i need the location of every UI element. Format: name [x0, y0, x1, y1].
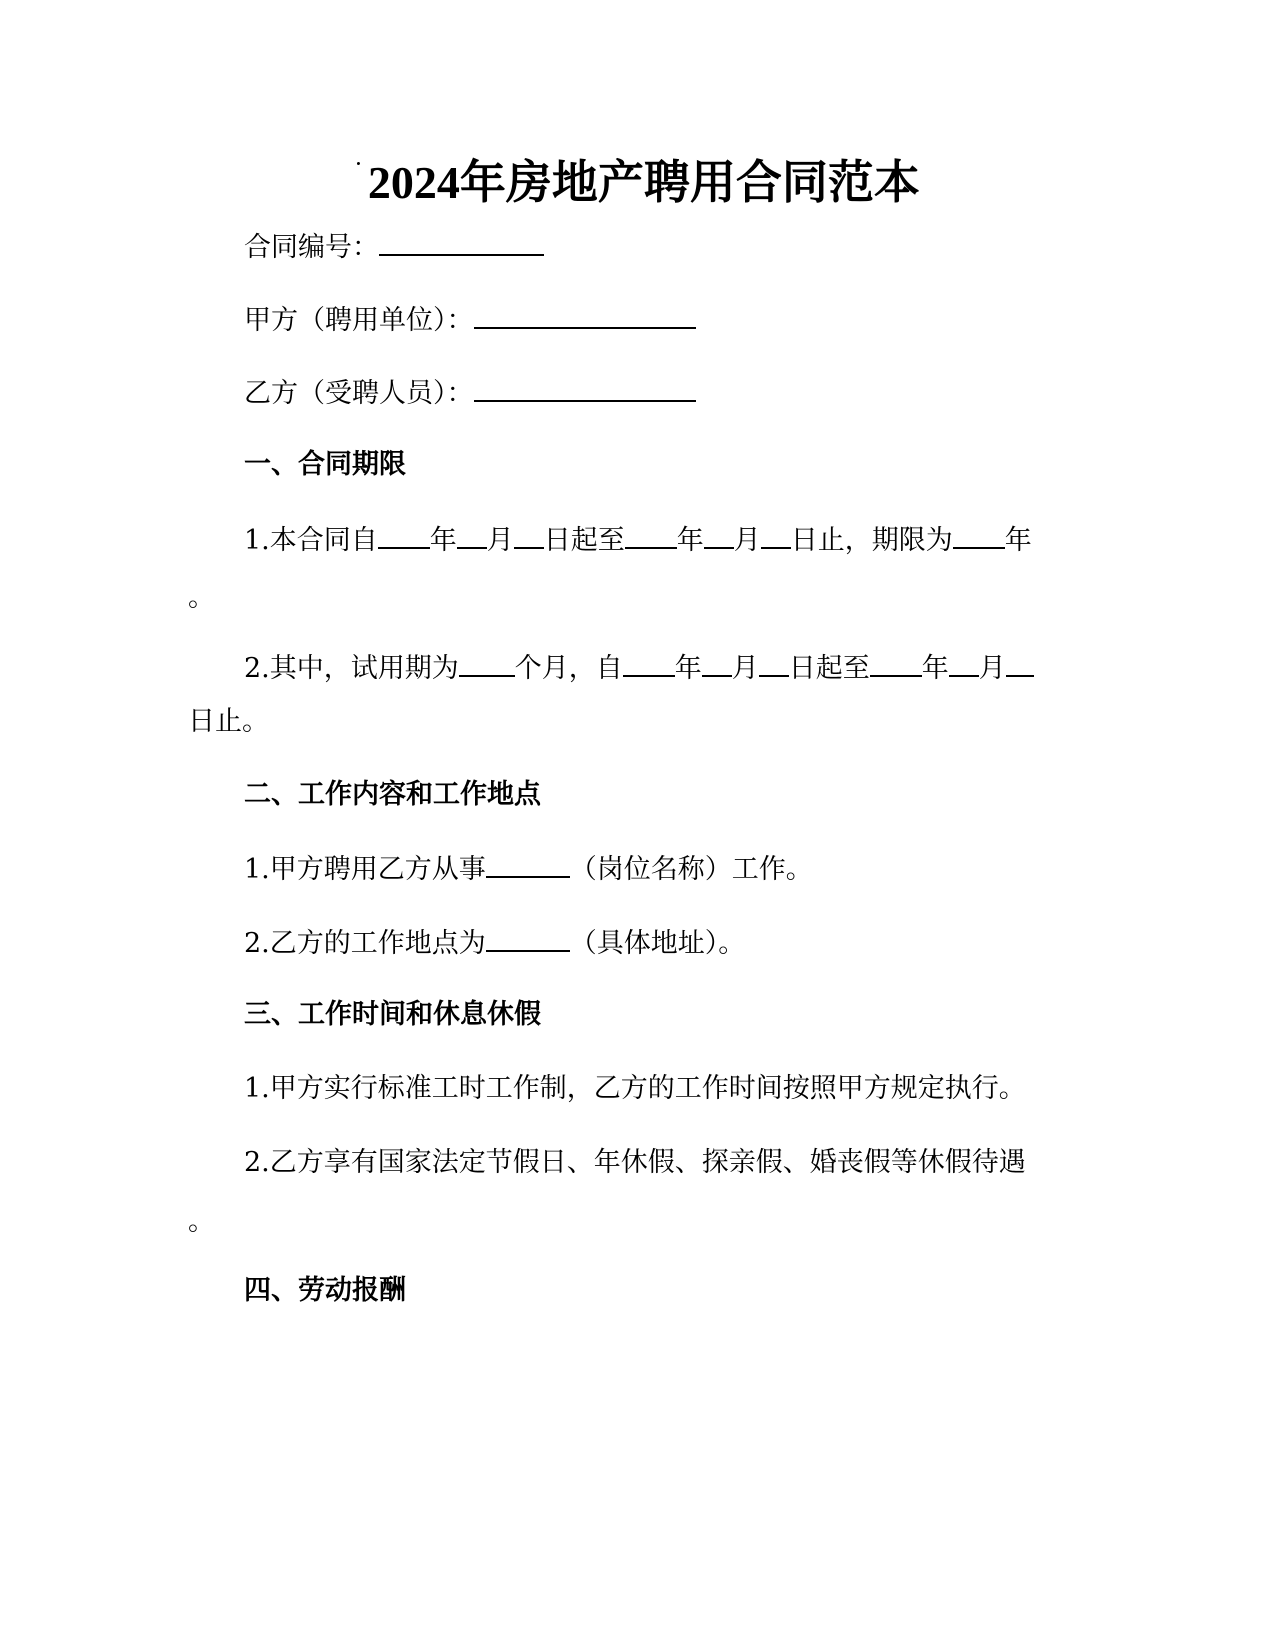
party-a-blank	[474, 301, 696, 329]
blank	[459, 649, 515, 677]
section-2-heading: 二、工作内容和工作地点	[244, 779, 541, 810]
section-4-heading: 四、劳动报酬	[244, 1275, 406, 1306]
text: 月	[486, 525, 514, 556]
text: 1.本合同自	[244, 525, 378, 556]
blank	[704, 521, 734, 549]
party-a-line	[244, 301, 696, 339]
section-2-clause-2	[244, 924, 745, 962]
blank	[1006, 649, 1034, 677]
title-mark: ˙	[355, 159, 362, 181]
blank	[759, 649, 789, 677]
blank	[949, 649, 979, 677]
section-3-clause-2-tail: 。	[188, 1206, 215, 1237]
party-b-blank	[474, 374, 696, 402]
blank	[486, 850, 570, 878]
title-text: 2024年房地产聘用合同范本	[367, 157, 920, 208]
section-3-clause-2: 2.乙方享有国家法定节假日、年休假、探亲假、婚丧假等休假待遇	[244, 1147, 1026, 1178]
blank	[486, 924, 570, 952]
text: （具体地址）。	[569, 928, 746, 959]
section-2-clause-1	[244, 850, 813, 888]
text: 2.乙方的工作地点为	[244, 928, 486, 959]
party-b-line	[244, 374, 696, 412]
section-1-clause-2	[244, 649, 1034, 687]
text: 日止，期限为	[790, 525, 953, 556]
text: 2.其中，试用期为	[244, 653, 459, 684]
text: 月	[978, 653, 1006, 684]
text: （岗位名称）工作。	[569, 854, 813, 885]
party-a-label: 甲方（聘用单位）：	[244, 305, 474, 336]
section-1-clause-2-tail: 日止。	[188, 706, 269, 737]
section-1-heading: 一、合同期限	[244, 449, 406, 480]
text: 年	[921, 653, 949, 684]
blank	[625, 521, 677, 549]
text: 年	[674, 653, 702, 684]
text: 日起至	[788, 653, 870, 684]
blank	[761, 521, 791, 549]
text: 月	[731, 653, 759, 684]
section-3-clause-1: 1.甲方实行标准工时工作制，乙方的工作时间按照甲方规定执行。	[244, 1073, 1026, 1104]
blank	[870, 649, 922, 677]
document-title	[0, 146, 1275, 212]
contract-number-label: 合同编号：	[244, 232, 379, 263]
contract-number-line	[244, 228, 544, 266]
section-1-clause-1-tail: 。	[188, 582, 215, 613]
blank	[953, 521, 1005, 549]
blank	[623, 649, 675, 677]
text: 1.甲方聘用乙方从事	[244, 854, 486, 885]
blank	[514, 521, 544, 549]
text: 年	[429, 525, 457, 556]
blank	[378, 521, 430, 549]
text: 日起至	[543, 525, 625, 556]
text: 个月，自	[514, 653, 623, 684]
party-b-label: 乙方（受聘人员）：	[244, 378, 474, 409]
contract-number-blank	[379, 228, 544, 256]
blank	[457, 521, 487, 549]
blank	[702, 649, 732, 677]
text: 年	[1004, 525, 1032, 556]
text: 年	[676, 525, 704, 556]
section-3-heading: 三、工作时间和休息休假	[244, 999, 541, 1030]
section-1-clause-1	[244, 521, 1032, 559]
text: 月	[733, 525, 761, 556]
